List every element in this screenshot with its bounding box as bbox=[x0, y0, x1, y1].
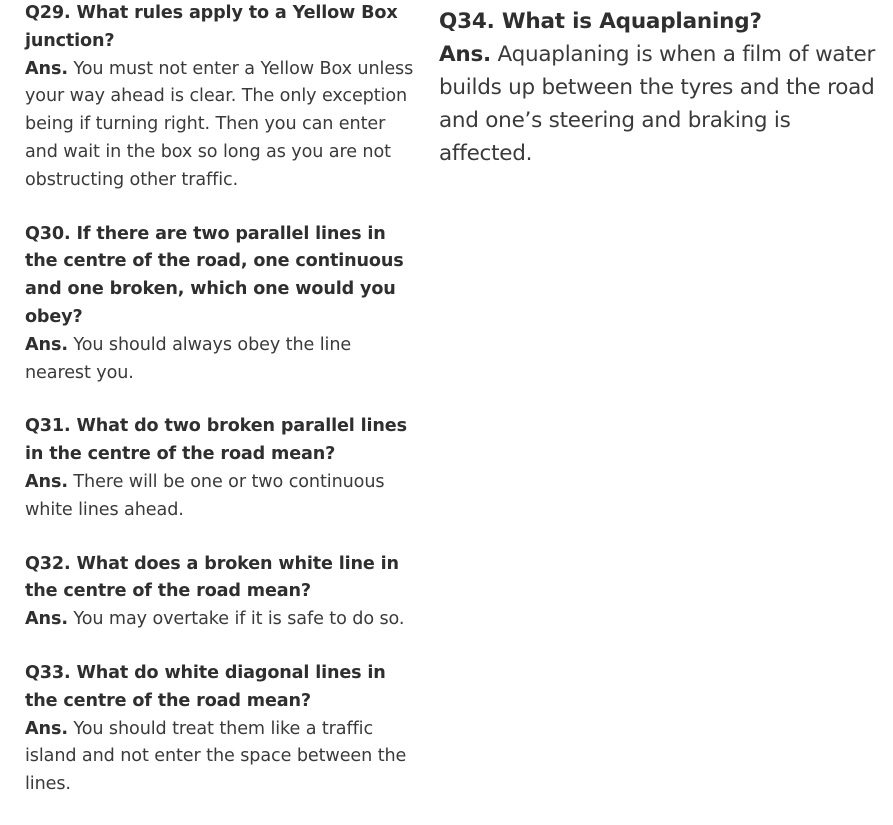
answer-block bbox=[25, 56, 415, 195]
question-text: Q29. What rules apply to a Yellow Box junction? bbox=[25, 3, 398, 51]
qa-item-q34 bbox=[439, 5, 889, 170]
qa-item-q32 bbox=[25, 551, 415, 634]
answer-label: Ans. bbox=[25, 471, 68, 492]
answer-block bbox=[25, 469, 415, 525]
left-column bbox=[25, 0, 415, 825]
answer-text: Aquaplaning is when a film of water builds up between the tyres and the road and one’s steering and braking is affected. bbox=[439, 42, 876, 166]
answer-label: Ans. bbox=[25, 334, 68, 355]
qa-item-q29 bbox=[25, 0, 415, 195]
answer-block bbox=[25, 332, 415, 388]
answer-label: Ans. bbox=[25, 718, 68, 739]
answer-block bbox=[25, 606, 415, 634]
question-text: Q34. What is Aquaplaning? bbox=[439, 9, 762, 34]
answer-text: You should treat them like a traffic island and not enter the space between the lines. bbox=[25, 718, 407, 795]
answer-text: There will be one or two continuous white lines ahead. bbox=[25, 471, 385, 520]
question-text: Q31. What do two broken parallel lines in the centre of the road mean? bbox=[25, 416, 407, 465]
answer-text: You must not enter a Yellow Box unless your way ahead is clear. The only exception being if turning right. Then you can enter and wait in the box so long as you are not obstructing other traffic. bbox=[25, 58, 414, 190]
qa-item-q31 bbox=[25, 413, 415, 524]
answer-label: Ans. bbox=[25, 58, 68, 79]
answer-label: Ans. bbox=[439, 42, 491, 67]
answer-text: You should always obey the line nearest you. bbox=[25, 334, 352, 383]
answer-block bbox=[439, 38, 889, 170]
question-text: Q32. What does a broken white line in the centre of the road mean? bbox=[25, 553, 399, 602]
qa-item-q30 bbox=[25, 221, 415, 388]
answer-block bbox=[25, 716, 415, 799]
question-text: Q33. What do white diagonal lines in the centre of the road mean? bbox=[25, 662, 386, 711]
question-text: Q30. If there are two parallel lines in the centre of the road, one continuous and one broken, which one would you obey? bbox=[25, 223, 404, 327]
answer-text: You may overtake if it is safe to do so. bbox=[73, 609, 405, 630]
right-column bbox=[439, 5, 889, 196]
answer-label: Ans. bbox=[25, 609, 68, 630]
qa-item-q33 bbox=[25, 660, 415, 799]
